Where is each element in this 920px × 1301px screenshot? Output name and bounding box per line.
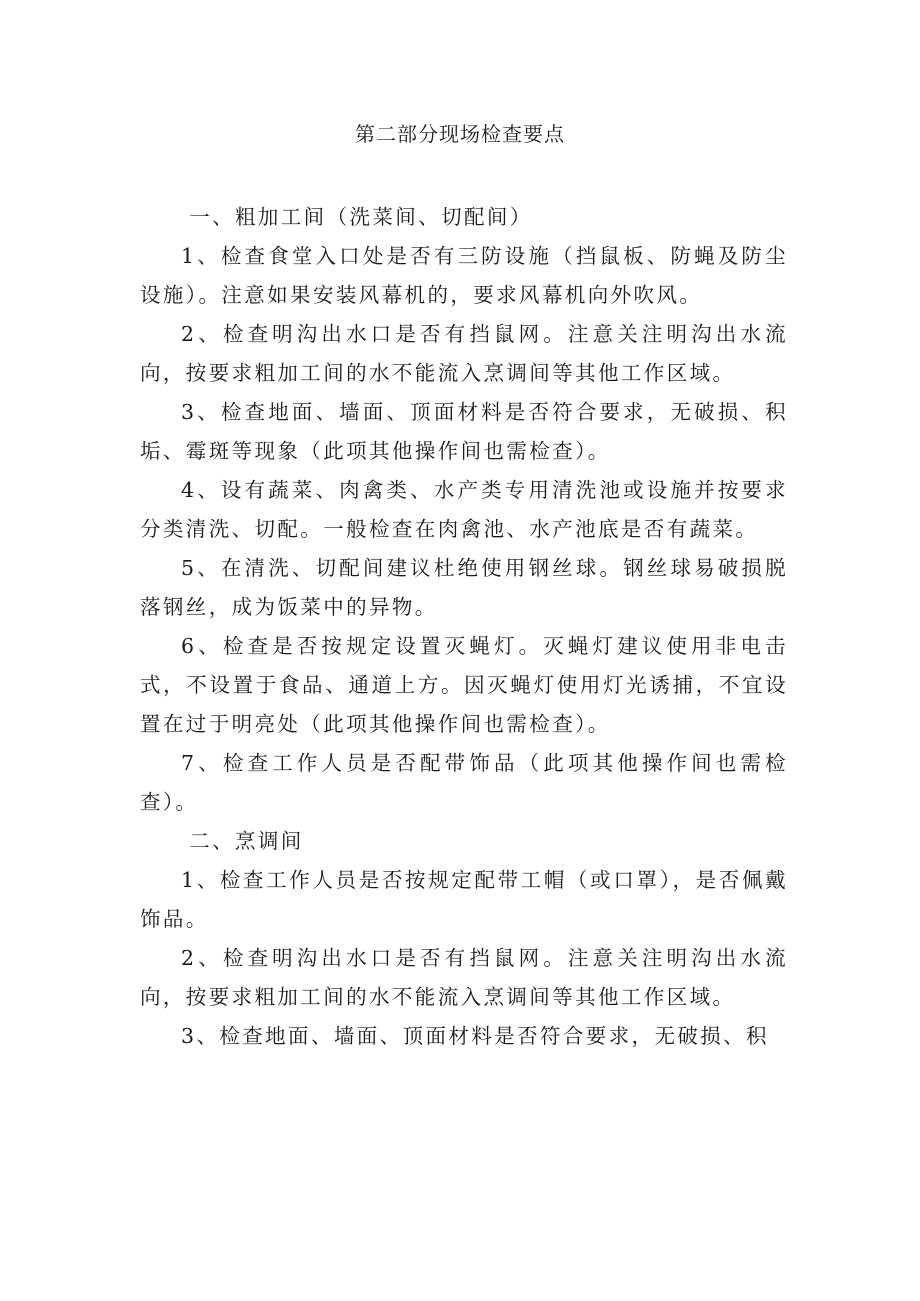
section-heading-2: 二、烹调间 <box>189 829 304 853</box>
document-body <box>140 198 788 1056</box>
paragraph: 2、检查明沟出水口是否有挡鼠网。注意关注明沟出水流向，按要求粗加工间的水不能流入烹调间等其他工作区域。 <box>140 322 788 385</box>
paragraph: 7、检查工作人员是否配带饰品（此项其他操作间也需检查）。 <box>140 751 788 814</box>
paragraph: 4、设有蔬菜、肉禽类、水产类专用清洗池或设施并按要求分类清洗、切配。一般检查在肉禽池、水产池底是否有蔬菜。 <box>140 478 788 541</box>
paragraph: 1、检查食堂入口处是否有三防设施（挡鼠板、防蝇及防尘设施）。注意如果安装风幕机的，要求风幕机向外吹风。 <box>140 244 788 307</box>
paragraph: 3、检查地面、墙面、顶面材料是否符合要求，无破损、积垢、霉斑等现象（此项其他操作间也需检查）。 <box>140 400 788 463</box>
paragraph: 6、检查是否按规定设置灭蝇灯。灭蝇灯建议使用非电击式，不设置于食品、通道上方。因灭蝇灯使用灯光诱捕，不宜设置在过于明亮处（此项其他操作间也需检查）。 <box>140 634 788 736</box>
section-heading-1: 一、粗加工间（洗菜间、切配间） <box>189 205 533 229</box>
paragraph: 1、检查工作人员是否按规定配带工帽（或口罩），是否佩戴饰品。 <box>140 868 788 931</box>
page-title: 第二部分现场检查要点 <box>355 122 565 146</box>
paragraph: 2、检查明沟出水口是否有挡鼠网。注意关注明沟出水流向，按要求粗加工间的水不能流入烹调间等其他工作区域。 <box>140 946 788 1009</box>
paragraph: 3、检查地面、墙面、顶面材料是否符合要求，无破损、积 <box>181 1024 769 1048</box>
paragraph: 5、在清洗、切配间建议杜绝使用钢丝球。钢丝球易破损脱落钢丝，成为饭菜中的异物。 <box>140 556 788 619</box>
